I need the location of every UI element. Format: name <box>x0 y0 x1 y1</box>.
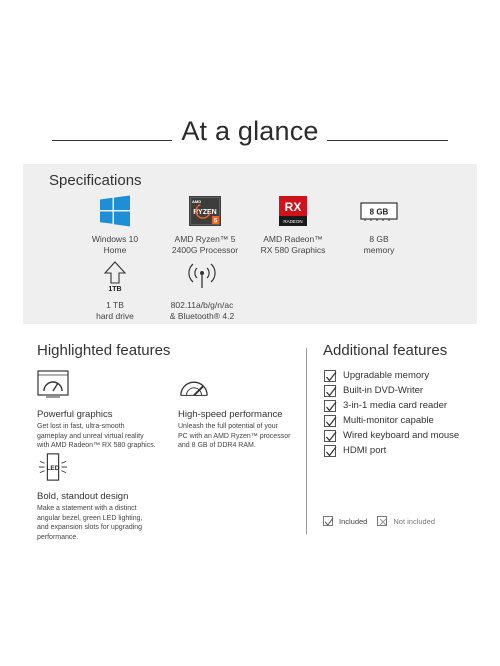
not-included-x-icon <box>377 516 387 526</box>
legend-included-label: Included <box>339 516 368 526</box>
list-item-label: Wired keyboard and mouse <box>343 430 460 441</box>
list-item-label: Upgradable memory <box>343 370 430 381</box>
feature-desc-line: with AMD Radeon™ RX 580 graphics. <box>37 442 156 449</box>
spec-processor <box>155 194 255 255</box>
check-icon <box>324 400 336 412</box>
spec-os-line2: Home <box>103 244 127 255</box>
feature-desc-line: Get lost in fast, ultra-smooth <box>37 423 125 430</box>
list-item <box>324 398 484 413</box>
check-icon <box>324 385 336 397</box>
feature-desc-line: and 8 GB of DDR4 RAM. <box>178 442 256 449</box>
spec-memory <box>329 194 429 255</box>
feature-desc-line: gameplay and unreal virtual reality <box>37 432 144 440</box>
additional-features-heading: Additional features <box>323 342 448 359</box>
ryzen-badge-number: 5 <box>213 218 218 225</box>
list-item-label: Multi-monitor capable <box>343 415 434 426</box>
ryzen-badge-text: RYZEN <box>193 209 217 216</box>
feature-description <box>37 422 172 451</box>
feature-high-speed-performance <box>178 370 313 451</box>
check-icon <box>324 445 336 457</box>
spec-memory-line2: memory <box>363 244 395 255</box>
list-item-label: Built-in DVD-Writer <box>343 385 424 396</box>
spec-os-line1: Windows 10 <box>91 234 139 244</box>
spec-wireless-line1: 802.11a/b/g/n/ac <box>170 300 234 310</box>
spec-wireless-line2: & Bluetooth® 4.2 <box>169 310 235 321</box>
feature-powerful-graphics <box>37 370 172 451</box>
wireless-antenna-icon <box>185 262 219 292</box>
windows-logo-icon <box>99 195 131 227</box>
list-item <box>324 443 484 458</box>
feature-description <box>37 504 172 542</box>
list-item <box>324 383 484 398</box>
feature-desc-line: Make a statement with a distinct <box>37 505 137 512</box>
spec-processor-line2: 2400G Processor <box>171 244 239 255</box>
memory-chip-text: 8 GB <box>369 207 389 217</box>
rx-badge-sub: RADEON <box>283 219 303 224</box>
feature-standout-design <box>37 452 172 542</box>
list-item-label: 3-in-1 media card reader <box>343 400 448 411</box>
radeon-rx-badge-icon <box>279 196 307 226</box>
feature-title: Powerful graphics <box>37 409 113 420</box>
spec-graphics <box>243 194 343 255</box>
spec-storage <box>65 260 165 321</box>
spec-operating-system <box>65 194 165 255</box>
feature-desc-line: and expansion slots for upgrading <box>37 524 143 531</box>
list-item <box>324 368 484 383</box>
feature-description <box>178 422 313 451</box>
spec-processor-line1: AMD Ryzen™ 5 <box>174 234 236 244</box>
hard-drive-arrow-icon <box>103 261 127 293</box>
feature-title: Bold, standout design <box>37 491 129 502</box>
legend <box>323 516 435 526</box>
spec-storage-line1: 1 TB <box>106 300 124 310</box>
additional-features-list <box>324 368 484 458</box>
title-rule-right <box>327 140 448 141</box>
legend-not-included-label: Not included <box>393 516 436 526</box>
feature-title: High-speed performance <box>178 409 283 420</box>
feature-desc-line: PC with an AMD Ryzen™ processor <box>178 432 291 440</box>
list-item <box>324 413 484 428</box>
memory-chip-icon <box>360 200 398 222</box>
ryzen-badge-brand: AMD <box>192 199 202 204</box>
amd-ryzen-badge-icon <box>189 196 221 226</box>
spec-graphics-line2: RX 580 Graphics <box>260 244 326 255</box>
list-item-label: HDMI port <box>343 445 387 456</box>
led-light-icon <box>37 452 69 482</box>
gauge-monitor-icon <box>37 370 69 400</box>
section-divider <box>306 348 307 534</box>
title-row <box>0 116 500 150</box>
speedometer-icon <box>178 370 210 400</box>
page-title: At a glance <box>181 116 319 146</box>
check-icon <box>324 370 336 382</box>
rx-badge-text: RX <box>284 200 302 214</box>
spec-wireless <box>152 260 252 321</box>
included-check-icon <box>323 516 333 526</box>
feature-desc-line: Unleash the full potential of your <box>178 423 279 430</box>
check-icon <box>324 430 336 442</box>
highlighted-features-heading: Highlighted features <box>37 342 171 359</box>
hard-drive-icon-text: 1TB <box>108 286 122 293</box>
specifications-heading: Specifications <box>49 172 142 189</box>
check-icon <box>324 415 336 427</box>
feature-desc-line: performance. <box>37 533 79 541</box>
feature-desc-line: angular bezel, green LED lighting, <box>37 514 143 522</box>
led-icon-text: LED <box>46 464 60 472</box>
spec-storage-line2: hard drive <box>96 310 134 321</box>
spec-graphics-line1: AMD Radeon™ <box>263 234 323 244</box>
spec-memory-line1: 8 GB <box>369 234 389 244</box>
list-item <box>324 428 484 443</box>
